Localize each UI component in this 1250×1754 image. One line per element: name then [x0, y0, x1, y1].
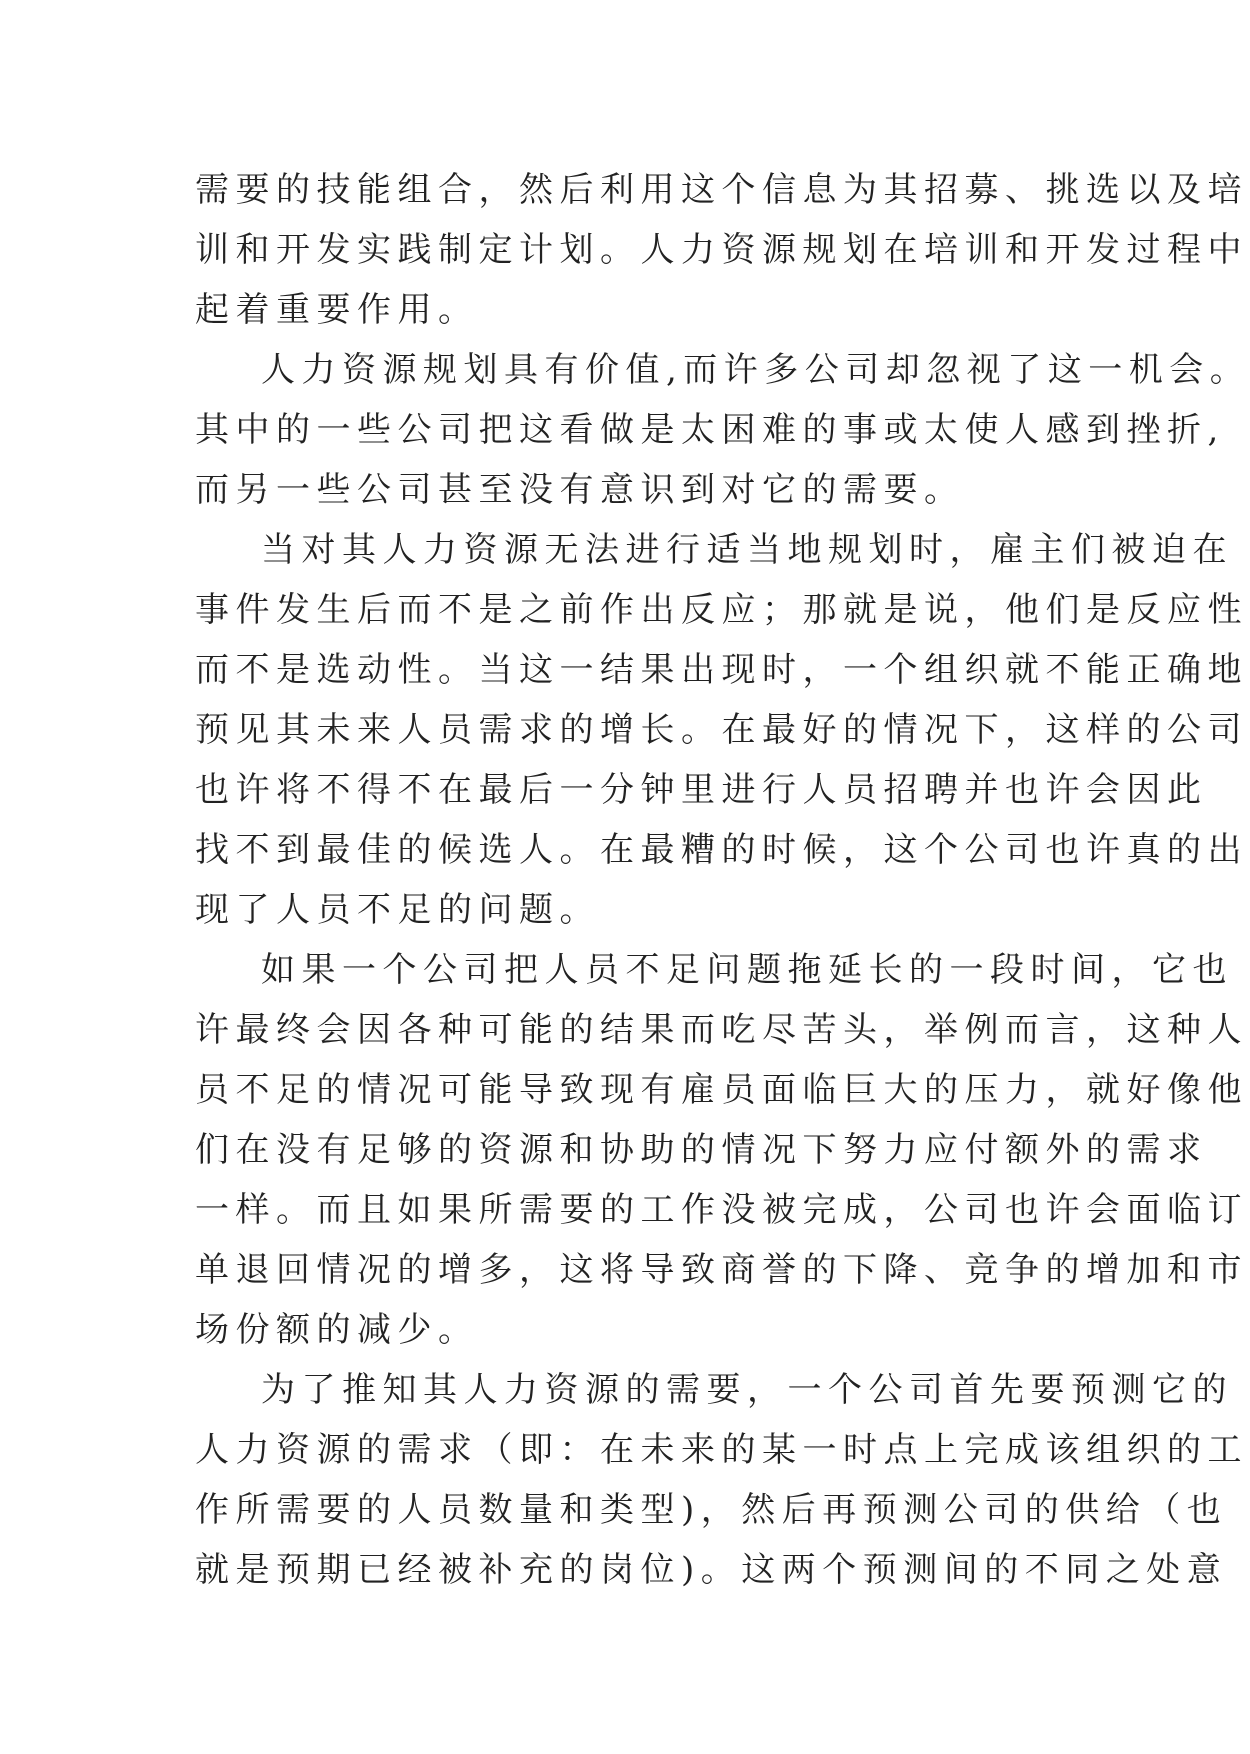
paragraph-first-line: 人力资源规划具有价值,而许多公司却忽视了这一机会。	[261, 350, 1250, 390]
text-line: 作所需要的人员数量和类型)，然后再预测公司的供给（也	[195, 1490, 1228, 1530]
text-line: 起着重要作用。	[195, 290, 479, 330]
paragraph-first-line: 为了推知其人力资源的需要，一个公司首先要预测它的	[261, 1370, 1233, 1410]
text-line: 其中的一些公司把这看做是太困难的事或太使人感到挫折,	[195, 410, 1225, 450]
text-line: 事件发生后而不是之前作出反应；那就是说，他们是反应性	[195, 590, 1248, 630]
text-line: 许最终会因各种可能的结果而吃尽苦头，举例而言，这种人	[195, 1010, 1248, 1050]
text-line: 训和开发实践制定计划。人力资源规划在培训和开发过程中	[195, 230, 1248, 270]
text-line: 而另一些公司甚至没有意识到对它的需要。	[195, 470, 965, 510]
text-line: 单退回情况的增多，这将导致商誉的下降、竞争的增加和市	[195, 1250, 1248, 1290]
text-line: 人力资源的需求（即：在未来的某一时点上完成该组织的工	[195, 1430, 1248, 1470]
text-line: 需要的技能组合，然后利用这个信息为其招募、挑选以及培	[195, 170, 1248, 210]
text-line: 们在没有足够的资源和协助的情况下努力应付额外的需求	[195, 1130, 1208, 1170]
text-line: 找不到最佳的候选人。在最糟的时候，这个公司也许真的出	[195, 830, 1248, 870]
text-line: 而不是选动性。当这一结果出现时，一个组织就不能正确地	[195, 650, 1248, 690]
paragraph-first-line: 如果一个公司把人员不足问题拖延长的一段时间，它也	[261, 950, 1233, 990]
text-line: 员不足的情况可能导致现有雇员面临巨大的压力，就好像他	[195, 1070, 1248, 1110]
paragraph-first-line: 当对其人力资源无法进行适当地规划时，雇主们被迫在	[261, 530, 1233, 570]
text-line: 就是预期已经被补充的岗位)。这两个预测间的不同之处意	[195, 1550, 1228, 1590]
text-line: 也许将不得不在最后一分钟里进行人员招聘并也许会因此	[195, 770, 1208, 810]
text-line: 一样。而且如果所需要的工作没被完成，公司也许会面临订	[195, 1190, 1248, 1230]
text-line: 场份额的减少。	[195, 1310, 479, 1350]
text-line: 现了人员不足的问题。	[195, 890, 600, 930]
text-line: 预见其未来人员需求的增长。在最好的情况下，这样的公司	[195, 710, 1248, 750]
body-text	[195, 160, 1250, 1600]
